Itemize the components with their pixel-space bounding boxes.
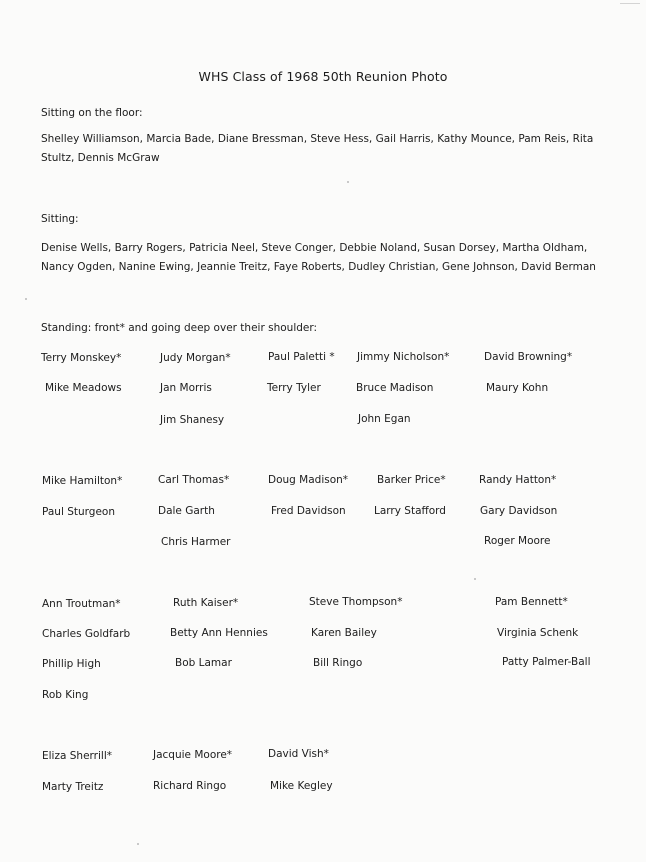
floor-heading: Sitting on the floor: [41,107,143,119]
name-entry: Mike Meadows [45,382,122,394]
name-entry: Terry Monskey* [41,352,122,364]
name-entry: Ann Troutman* [42,598,121,610]
scan-speck [620,3,640,4]
scan-speck [25,298,27,300]
name-entry: Jan Morris [160,382,212,394]
name-entry: Mike Hamilton* [42,475,123,487]
page-title: WHS Class of 1968 50th Reunion Photo [198,69,448,84]
name-entry: Betty Ann Hennies [170,627,268,639]
name-entry: Richard Ringo [153,780,227,792]
name-entry: Chris Harmer [161,536,231,548]
name-entry: Jim Shanesy [160,414,225,426]
scan-speck [347,181,349,183]
name-entry: Bob Lamar [175,657,232,669]
name-entry: Dale Garth [158,505,215,517]
name-entry: Bruce Madison [356,382,434,394]
name-entry: Judy Morgan* [160,352,231,364]
sitting-names: Denise Wells, Barry Rogers, Patricia Neel, Steve Conger, Debbie Noland, Susan Dorsey, Martha Oldham, Nancy Ogden, Nanine Ewing, Jeannie Treitz, Faye Roberts, Dudley Christian, Gene Johnson, David Berman [41,242,596,273]
floor-names: Shelley Williamson, Marcia Bade, Diane Bressman, Steve Hess, Gail Harris, Kathy Mounce, Pam Reis, Rita Stultz, Dennis McGraw [41,133,594,164]
name-entry: Charles Goldfarb [42,628,131,640]
name-entry: Fred Davidson [271,505,346,517]
name-entry: Terry Tyler [267,382,321,394]
scan-speck [474,578,476,580]
name-entry: David Vish* [268,748,329,760]
name-entry: Rob King [42,689,89,701]
name-entry: Karen Bailey [311,627,377,639]
name-entry: Virginia Schenk [497,627,579,639]
name-entry: John Egan [358,413,411,425]
name-entry: Paul Paletti * [268,351,335,363]
name-entry: Barker Price* [377,474,446,486]
sitting-heading: Sitting: [41,213,79,225]
name-entry: Larry Stafford [374,505,446,517]
name-entry: Phillip High [42,658,101,670]
name-entry: Roger Moore [484,535,551,547]
name-entry: Mike Kegley [270,780,333,792]
name-entry: Doug Madison* [268,474,349,486]
name-entry: Ruth Kaiser* [173,597,239,609]
name-entry: David Browning* [484,351,573,363]
name-entry: Pam Bennett* [495,596,568,608]
name-entry: Bill Ringo [313,657,363,669]
name-entry: Maury Kohn [486,382,549,394]
name-entry: Jacquie Moore* [153,749,233,761]
name-entry: Marty Treitz [42,781,104,793]
name-entry: Jimmy Nicholson* [357,351,450,363]
name-entry: Steve Thompson* [309,596,403,608]
name-entry: Patty Palmer-Ball [502,656,591,668]
name-entry: Paul Sturgeon [42,506,115,518]
name-entry: Carl Thomas* [158,474,230,486]
standing-heading: Standing: front* and going deep over their shoulder: [41,322,318,334]
name-entry: Randy Hatton* [479,474,557,486]
name-entry: Gary Davidson [480,505,558,517]
scan-speck [137,843,139,845]
name-entry: Eliza Sherrill* [42,750,112,762]
